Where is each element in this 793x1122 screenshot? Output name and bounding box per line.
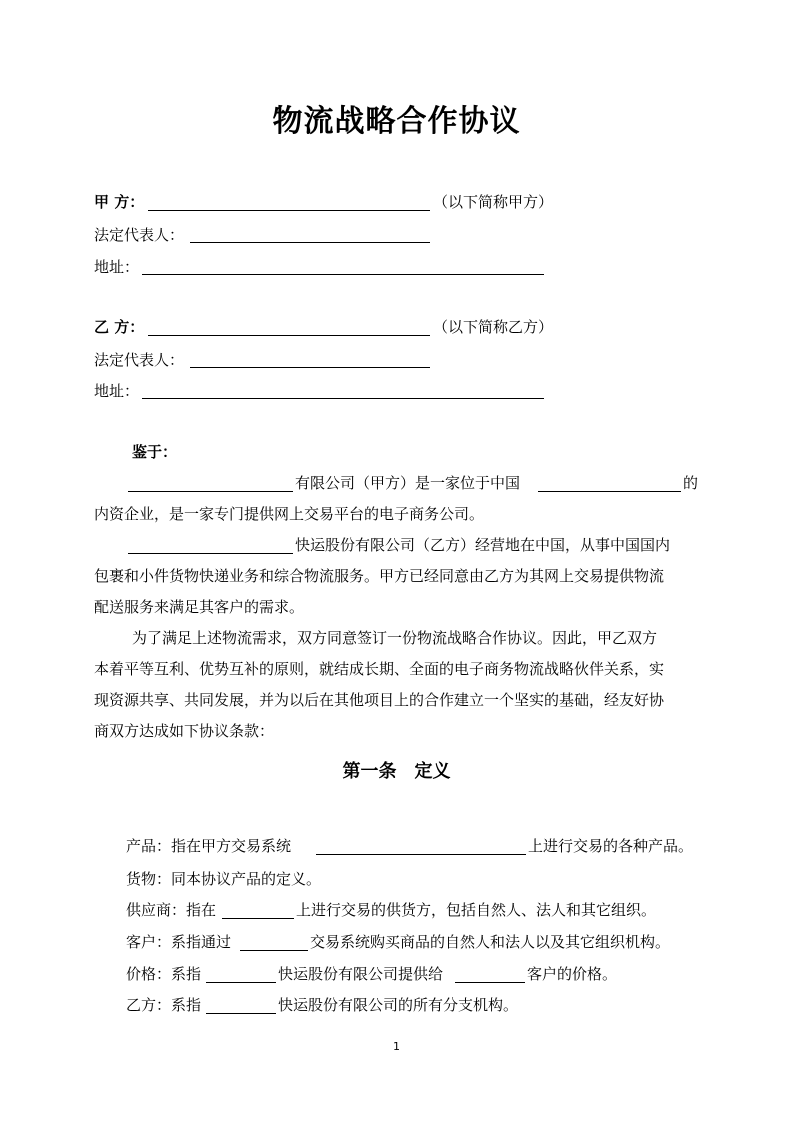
whereas-p3-text-d: 商双方达成如下协议条款： [94,722,275,740]
def-party-b-b: 快运股份有限公司的所有分支机构。 [278,996,519,1014]
whereas-p3-text-c: 现资源共享、共同发展，并为以后在其他项目上的合作建立一个坚实的基础，经友好协 [94,691,665,709]
party-b-blank [148,321,430,336]
party-b-address-blank [142,384,544,399]
def-party-b-blank [206,999,276,1014]
party-a-address-label: 地址： [94,258,140,276]
def-supplier-b: 上进行交易的供货方，包括自然人、法人和其它组织。 [296,901,657,919]
def-price-a: 价格：系指 [126,965,202,983]
whereas-p1-text-a: 有限公司（甲方）是一家位于中国 [295,474,521,492]
def-price-blank-2 [455,968,525,983]
whereas-p3-text-b: 本着平等互利、优势互补的原则，就结成长期、全面的电子商务物流战略伙伴关系，实 [94,660,665,678]
def-price-b: 快运股份有限公司提供给 [278,965,444,983]
party-a-rep-label: 法定代表人： [94,226,185,244]
party-b-suffix: （以下简称乙方） [433,318,554,336]
party-a-label: 甲 方： [94,193,145,211]
whereas-p1-text-c: 内资企业，是一家专门提供网上交易平台的电子商务公司。 [94,505,485,523]
def-customer-b: 交易系统购买商品的自然人和法人以及其它组织机构。 [310,933,671,951]
party-a-rep-blank [190,228,430,243]
whereas-heading: 鉴于： [132,443,178,461]
whereas-p2-blank [128,539,293,554]
def-supplier-a: 供应商：指在 [126,901,217,919]
party-a-address-blank [142,260,544,275]
party-b-address-label: 地址： [94,382,140,400]
def-price-blank-1 [206,968,276,983]
whereas-p1-blank-1 [128,477,293,492]
def-party-b-a: 乙方：系指 [126,996,202,1014]
def-product-blank [316,840,526,855]
whereas-p3-text-a: 为了满足上述物流需求，双方同意签订一份物流战略合作协议。因此，甲乙双方 [132,629,658,647]
def-goods: 货物：同本协议产品的定义。 [126,870,322,888]
def-customer-blank [240,936,308,951]
whereas-p1-text-b: 的 [683,474,699,492]
def-price-c: 客户的价格。 [527,965,618,983]
party-b-rep-label: 法定代表人： [94,351,185,369]
party-a-suffix: （以下简称甲方） [433,193,554,211]
def-product-a: 产品：指在甲方交易系统 [126,837,292,855]
whereas-p2-text-a: 快运股份有限公司（乙方）经营地在中国，从事中国国内 [295,536,671,554]
party-a-blank [148,196,430,211]
whereas-p2-text-c: 配送服务来满足其客户的需求。 [94,598,305,616]
document-title: 物流战略合作协议 [272,104,521,139]
whereas-p2-text-b: 包裹和小件货物快递业务和综合物流服务。甲方已经同意由乙方为其网上交易提供物流 [94,567,665,585]
party-b-rep-blank [190,353,430,368]
party-b-label: 乙 方： [94,318,145,336]
def-customer-a: 客户：系指通过 [126,933,232,951]
whereas-p1-blank-2 [538,477,681,492]
article-1-heading: 第一条 定义 [342,761,451,782]
def-product-b: 上进行交易的各种产品。 [528,837,694,855]
page-number: 1 [393,1040,400,1053]
def-supplier-blank [222,904,294,919]
